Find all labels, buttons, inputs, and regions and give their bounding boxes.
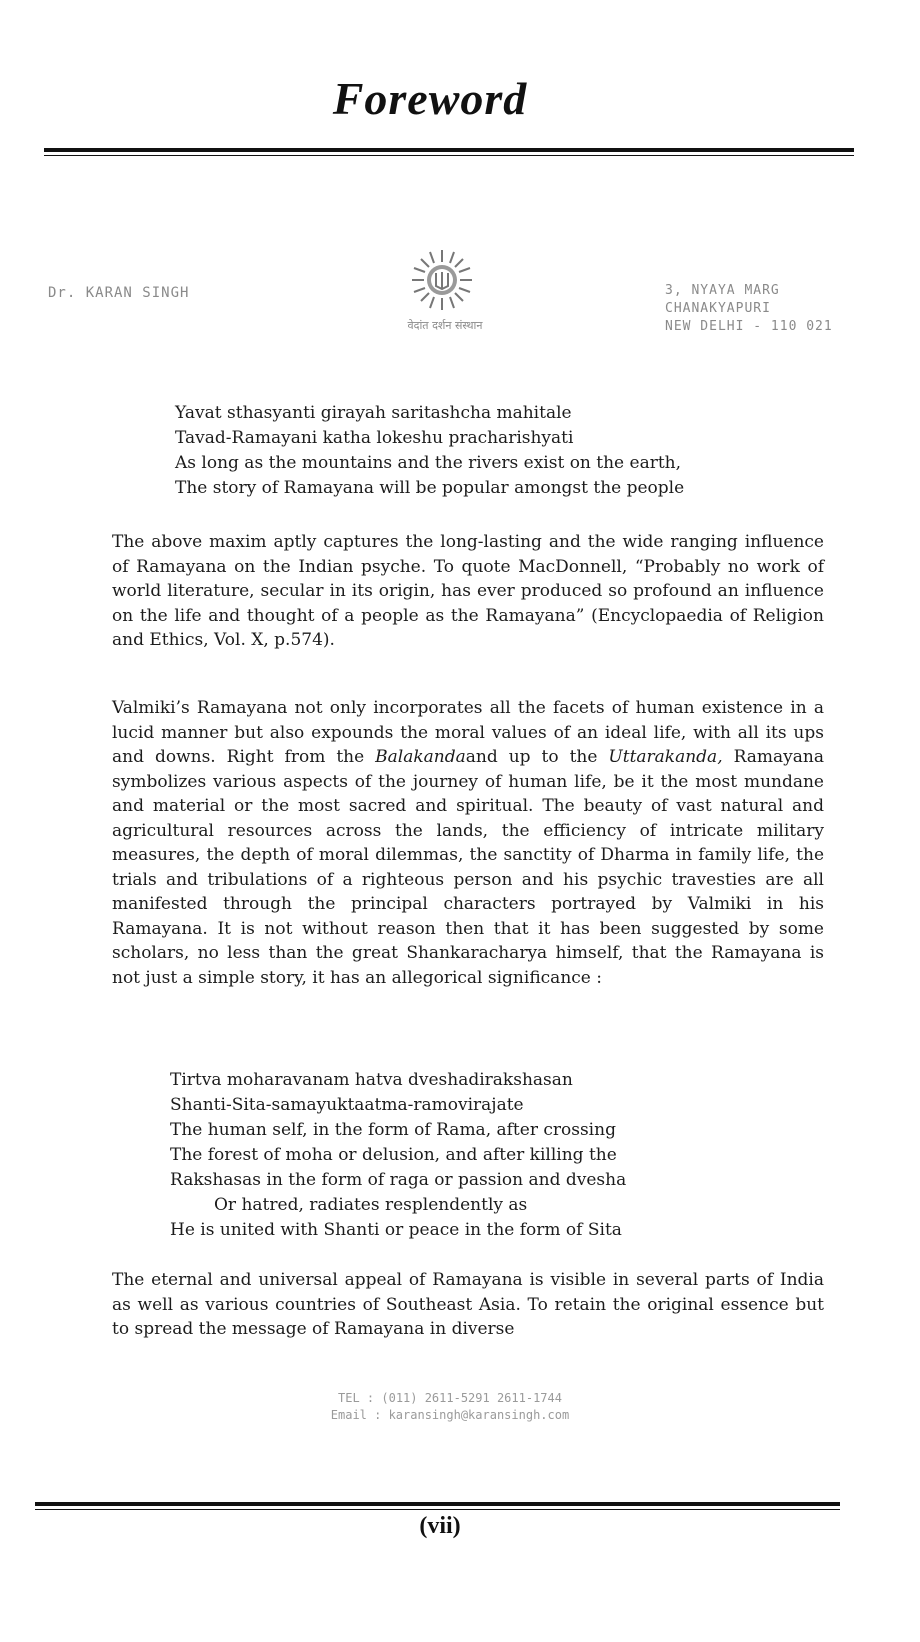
letterhead-address: [665, 282, 833, 336]
footer-rule-thin: [35, 1509, 840, 1510]
letterhead-name: Dr. KARAN SINGH: [48, 285, 190, 301]
address-line: CHANAKYAPURI: [665, 301, 771, 316]
paragraph-text: Valmiki’s Ramayana not only incorporates all the facets of human existence in a lucid manner but also expounds the moral values of an ideal life, with all its ups and downs. Right from the: [112, 698, 824, 767]
verse-line: The human self, in the form of Rama, after crossing: [170, 1120, 616, 1140]
paragraph-2: [112, 696, 824, 990]
header-rule-thick: [44, 148, 854, 152]
verse-line: The story of Ramayana will be popular amongst the people: [175, 478, 685, 498]
paragraph-3: The eternal and universal appeal of Ramayana is visible in several parts of India as well as various countries of Southeast Asia. To retain the original essence but to spread the message of Ramayana in diverse: [112, 1270, 824, 1339]
italic-term: Uttarakanda,: [608, 747, 723, 767]
page-number: (vii): [419, 1513, 461, 1539]
opening-verse: [175, 401, 684, 501]
verse-line: Or hatred, radiates resplendently as: [214, 1195, 528, 1215]
address-line: NEW DELHI - 110 021: [665, 319, 833, 334]
footer-rule-thick: [35, 1502, 840, 1506]
verse-line: The forest of moha or delusion, and after killing the: [170, 1145, 617, 1165]
page-title: Foreword: [332, 73, 528, 124]
verse-line: As long as the mountains and the rivers exist on the earth,: [175, 453, 682, 473]
verse-line: Yavat sthasyanti girayah saritashcha mahitale: [175, 403, 572, 423]
verse-line: Shanti-Sita-samayuktaatma-ramovirajate: [170, 1095, 524, 1115]
header-rule-thin: [44, 155, 854, 156]
allegorical-verse: [170, 1068, 626, 1243]
sun-emblem-icon: [410, 248, 474, 312]
verse-line: He is united with Shanti or peace in the form of Sita: [170, 1220, 622, 1240]
address-line: 3, NYAYA MARG: [665, 283, 780, 298]
paragraph-text: Ramayana symbolizes various aspects of the journey of human life, be it the most mundane and material or the most sacred and spiritual. The beauty of vast natural and agricultural resources across the lands, the efficiency of intricate military measures, the depth of moral dilemmas, the sanctity of Dharma in family life, the trials and tribulations of a righteous person and his psychic travesties are all manifested through the principal characters portrayed by Valmiki in his Ramayana. It is not without reason then that it has been suggested by some scholars, no less than the great Shankaracharya himself, that the Ramayana is not just a simple story, it has an allegorical significance :: [112, 747, 824, 988]
verse-line: Tirtva moharavanam hatva dveshadirakshasan: [170, 1070, 573, 1090]
verse-line: Tavad-Ramayani katha lokeshu pracharishyati: [175, 428, 574, 448]
contact-phone: TEL : (011) 2611-5291 2611-1744: [338, 1391, 562, 1405]
contact-email: Email : karansingh@karansingh.com: [330, 1408, 570, 1422]
italic-term: Balakanda: [375, 747, 466, 767]
letterhead-contact: [0, 1390, 900, 1424]
verse-line: Rakshasas in the form of raga or passion and dvesha: [170, 1170, 627, 1190]
paragraph-1: The above maxim aptly captures the long-lasting and the wide ranging influence of Ramayana on the Indian psyche. To quote MacDonnell, “Probably no work of world literature, secular in its origin, has ever produced so profound an influence on the life and thought of a people as the Ramayana” (Encyclopaedia of Religion and Ethics, Vol. X, p.574).: [112, 532, 824, 650]
letterhead-motto: वेदांत दर्शन संस्थान: [407, 319, 483, 332]
paragraph-text: and up to the: [465, 747, 609, 767]
